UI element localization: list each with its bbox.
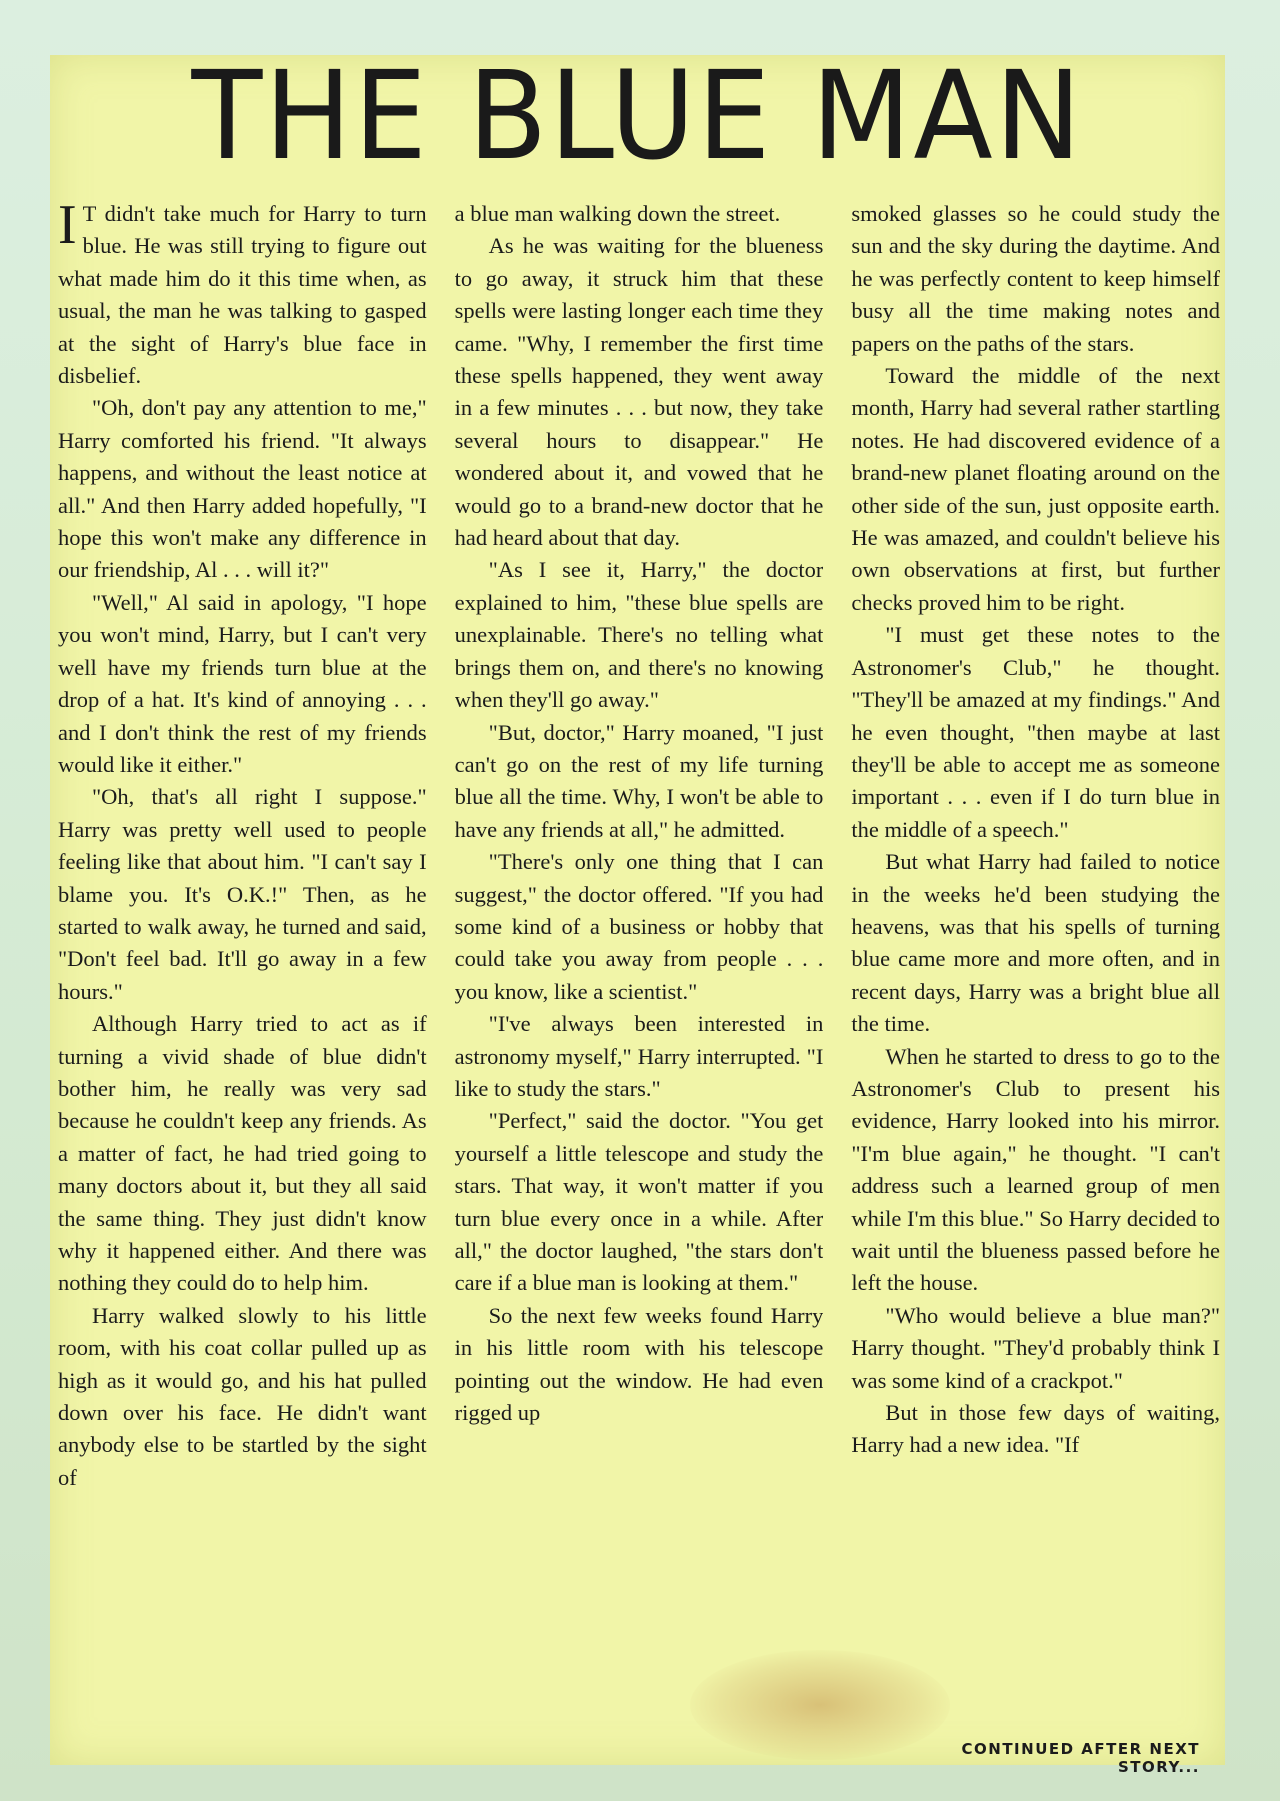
paragraph: "There's only one thing that I can suggest," the doctor offered. "If you had some kind of a business or hobby that could take you away from people . . . you know, like a scientist." [454,849,824,1004]
continued-note: CONTINUED AFTER NEXT STORY... [961,1740,1200,1776]
paragraph: Harry walked slowly to his little room, with his coat collar pulled up as high as it would go, and his hat pulled down over his face. He didn't want anybody else to be startled by the sight of [58,1302,427,1490]
paragraph: "I must get these notes to the Astronomer's Club," he thought. "They'll be amazed at my findings." And he even thought, "then maybe at last they'll be able to accept me as someone important . . . even if I do turn blue in the middle of a speech." [851,622,1221,842]
column-3 [851,198,1220,1648]
paragraph: "As I see it, Harry," the doctor explained to him, "these blue spells are unexplainable. There's no telling what brings them on, and there's no knowing when they'll go away." [454,557,824,713]
column-2 [455,198,824,1648]
paragraph: "I've always been interested in astronomy myself," Harry interrupted. "I like to study the stars." [454,1011,824,1101]
paragraph: But what Harry had failed to notice in the weeks he'd been studying the heavens, was that his spells of turning blue came more and more often, and in recent days, Harry was a bright blue all the time. [851,849,1221,1037]
paragraph: So the next few weeks found Harry in his little room with his telescope pointing out the window. He had even rigged up [454,1302,824,1426]
paragraph: "Perfect," said the doctor. "You get yourself a little telescope and study the stars. That way, it won't matter if you turn blue every once in a while. After all," the doctor laughed, "the stars don't care if a blue man is looking at them." [454,1108,824,1296]
paragraph: When he started to dress to go to the Astronomer's Club to present his evidence, Harry looked into his mirror. "I'm blue again," he thought. "I can't address such a learned group of men while I'm this blue." So Harry decided to wait until the blueness passed before he left the house. [851,1043,1221,1296]
paragraph: As he was waiting for the blueness to go away, it struck him that these spells were lasting longer each time they came. "Why, I remember the first time these spells happened, they went away in a few minutes . . . but now, they take several hours to disappear." He wondered about it, and vowed that he would go to a brand-new doctor that he had heard about that day. [454,233,824,551]
paragraph: a blue man walking down the street. [454,201,781,226]
story-title: THE BLUE MAN [191,45,1084,188]
paragraph: I T didn't take much for Harry to turn blue. He was still trying to figure out what made him do it this time when, as usual, the man he was talking to gasped at the sight of Harry's blue face in disbelief. [58,198,427,389]
paragraph: "Oh, that's all right I suppose." Harry was pretty well used to people feeling like that about him. "I can't say I blame you. It's O.K.!" Then, as he started to walk away, he turned and said, "Don't feel bad. It'll go away in a few hours." [58,784,427,1004]
paragraph: "Oh, don't pay any attention to me," Harry comforted his friend. "It always happens, and without the least notice at all." And then Harry added hopefully, "I hope this won't make any difference in our friendship, Al . . . will it?" [58,395,427,583]
paragraph: Toward the middle of the next month, Harry had several rather startling notes. He had discovered evidence of a brand-new planet floating around on the other side of the sun, just opposite earth. He was amazed, and couldn't believe his own observations at first, but further checks proved him to be right. [851,363,1221,615]
text-columns [58,198,1220,1648]
paragraph: smoked glasses so he could study the sun and the sky during the daytime. And he was perfectly content to keep himself busy all the time making notes and papers on the paths of the stars. [851,201,1221,356]
paragraph: "Well," Al said in apology, "I hope you won't mind, Harry, but I can't very well have my friends turn blue at the drop of a hat. It's kind of annoying . . . and I don't think the rest of my friends would like it either." [58,589,427,777]
paragraph: "Who would believe a blue man?" Harry thought. "They'd probably think I was some kind of a crackpot." [851,1302,1221,1393]
column-1 [58,198,427,1648]
paragraph: But in those few days of waiting, Harry had a new idea. "If [851,1400,1221,1458]
paragraph: Although Harry tried to act as if turning a vivid shade of blue didn't bother him, he really was very sad because he couldn't keep any friends. As a matter of fact, he had tried going to many doctors about it, but they all said the same thing. They just didn't know why it happened either. And there was nothing they could do to help him. [58,1011,427,1296]
paragraph: "But, doctor," Harry moaned, "I just can't go on the rest of my life turning blue all the time. Why, I won't be able to have any friends at all," he admitted. [454,719,824,842]
drop-cap: I [58,198,77,256]
